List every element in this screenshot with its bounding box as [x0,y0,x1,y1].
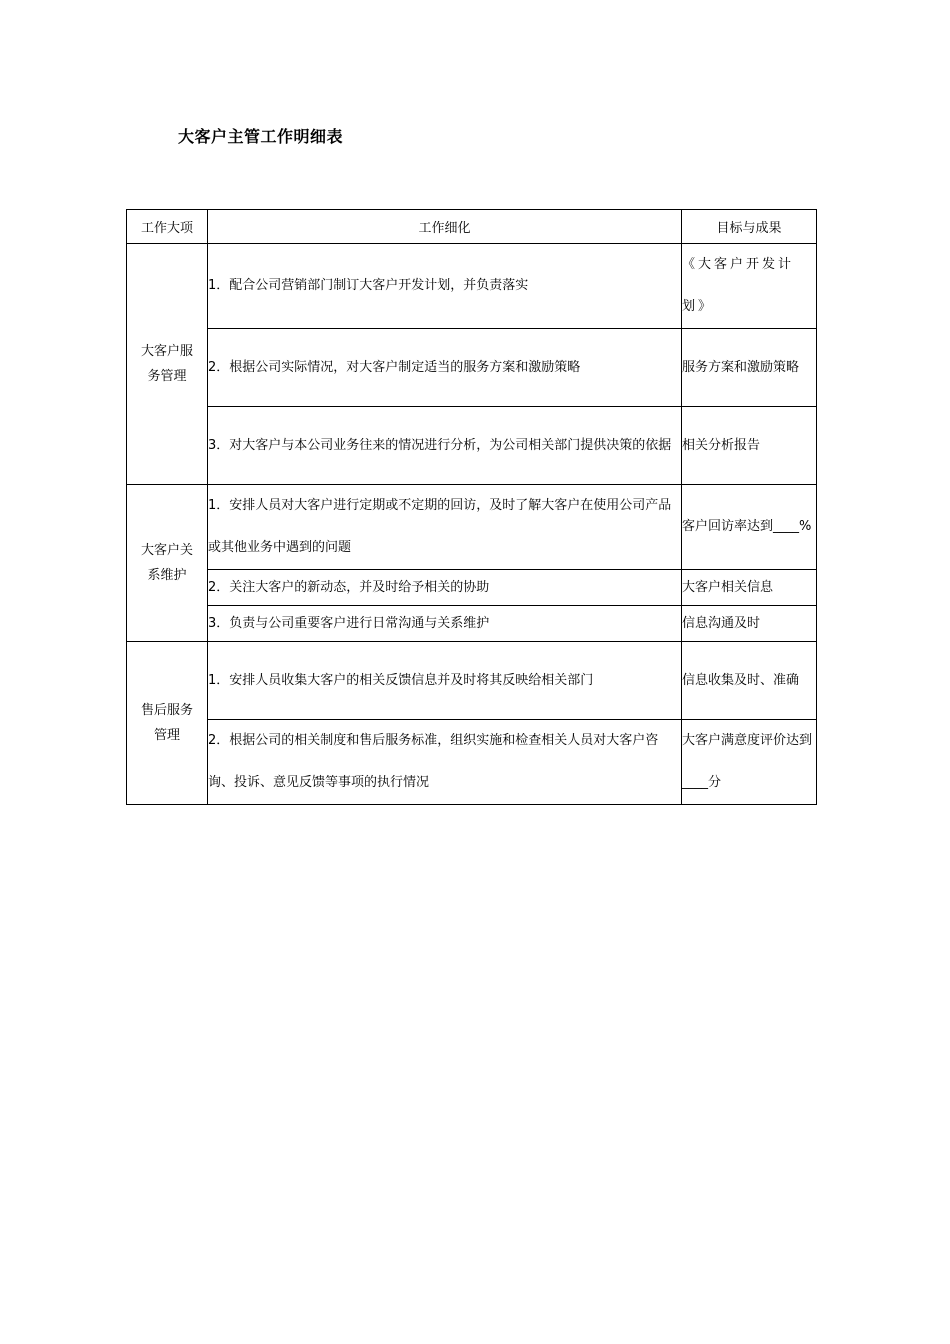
target-cell: 信息沟通及时 [682,606,817,642]
detail-cell: 2．根据公司的相关制度和售后服务标准，组织实施和检查相关人员对大客户咨询、投诉、意见反馈等事项的执行情况 [208,720,682,805]
category-cell [127,642,208,805]
detail-cell: 1．配合公司营销部门制订大客户开发计划，并负责落实 [208,244,682,329]
category-label: 大客户关系维护 [140,543,193,583]
category-cell [127,244,208,485]
table-row [127,244,817,329]
table-row [127,642,817,720]
header-detail: 工作细化 [208,210,682,244]
target-cell: 相关分析报告 [682,407,817,485]
category-cell [127,485,208,642]
detail-cell: 2．根据公司实际情况，对大客户制定适当的服务方案和激励策略 [208,329,682,407]
document-title: 大客户主管工作明细表 [178,127,344,146]
target-cell: 客户回访率达到____% [682,485,817,570]
category-label: 大客户服务管理 [140,344,193,384]
target-cell: 服务方案和激励策略 [682,329,817,407]
detail-cell: 3．对大客户与本公司业务往来的情况进行分析，为公司相关部门提供决策的依据 [208,407,682,485]
table-row [127,485,817,570]
detail-cell: 1．安排人员收集大客户的相关反馈信息并及时将其反映给相关部门 [208,642,682,720]
target-cell: 《大客户开发计划》 [682,244,817,329]
table-row [127,570,817,606]
detail-cell: 2．关注大客户的新动态，并及时给予相关的协助 [208,570,682,606]
header-category: 工作大项 [127,210,208,244]
table-row [127,606,817,642]
table-header-row [127,210,817,244]
table-row [127,329,817,407]
work-detail-table [126,209,817,805]
target-cell: 大客户相关信息 [682,570,817,606]
table-row [127,407,817,485]
table-row [127,720,817,805]
target-cell: 大客户满意度评价达到____分 [682,720,817,805]
header-target: 目标与成果 [682,210,817,244]
target-cell: 信息收集及时、准确 [682,642,817,720]
detail-cell: 1．安排人员对大客户进行定期或不定期的回访，及时了解大客户在使用公司产品或其他业务中遇到的问题 [208,485,682,570]
detail-cell: 3．负责与公司重要客户进行日常沟通与关系维护 [208,606,682,642]
category-label: 售后服务管理 [140,703,193,743]
